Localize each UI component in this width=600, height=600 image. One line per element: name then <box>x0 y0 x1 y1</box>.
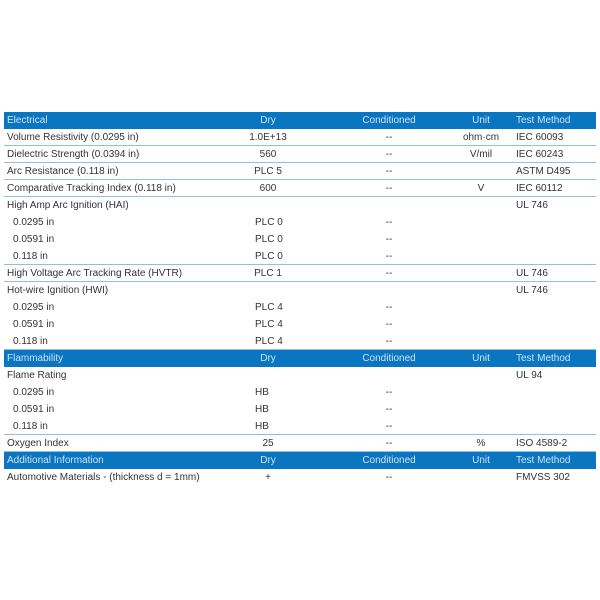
table-subrow <box>4 299 596 316</box>
cell-unit: Unit <box>472 115 490 126</box>
cell-dry: + <box>265 472 271 483</box>
cell-unit: % <box>476 438 486 449</box>
table-subrow <box>4 333 596 350</box>
cell-dry: 1.0E+13 <box>249 132 287 143</box>
cell-conditioned: -- <box>385 234 393 245</box>
cell-property: 0.0591 in <box>13 319 55 330</box>
cell-property: Oxygen Index <box>7 438 69 449</box>
table-row <box>4 265 596 282</box>
cell-unit: V/mil <box>469 149 493 160</box>
cell-conditioned: Conditioned <box>362 455 416 466</box>
cell-property: Arc Resistance (0.118 in) <box>7 166 119 177</box>
properties-table <box>4 112 596 486</box>
cell-property: 0.118 in <box>13 251 48 262</box>
cell-conditioned: -- <box>385 132 393 143</box>
cell-conditioned: -- <box>385 251 393 262</box>
cell-property: 0.118 in <box>13 421 48 432</box>
cell-method: IEC 60243 <box>516 149 564 160</box>
cell-conditioned: Conditioned <box>362 353 416 364</box>
table-row <box>4 435 596 452</box>
table-row <box>4 367 596 384</box>
cell-property: 0.0591 in <box>13 404 55 415</box>
cell-dry: HB <box>255 404 269 415</box>
cell-method: Test Method <box>516 353 571 364</box>
table-subrow <box>4 418 596 435</box>
table-row <box>4 163 596 180</box>
cell-conditioned: -- <box>385 438 393 449</box>
cell-property: Additional Information <box>7 455 104 466</box>
section-header <box>4 112 596 129</box>
cell-property: 0.0295 in <box>13 387 55 398</box>
cell-conditioned: Conditioned <box>362 115 416 126</box>
cell-dry: PLC 0 <box>255 217 283 228</box>
cell-property: Hot-wire Ignition (HWI) <box>7 285 109 296</box>
cell-property: Automotive Materials - (thickness d = 1mm) <box>7 472 200 483</box>
cell-unit: Unit <box>472 353 490 364</box>
cell-dry: PLC 4 <box>255 302 283 313</box>
table-subrow <box>4 316 596 333</box>
cell-property: Flammability <box>7 353 64 364</box>
cell-conditioned: -- <box>385 472 393 483</box>
table-subrow <box>4 231 596 248</box>
cell-dry: PLC 1 <box>254 268 282 279</box>
cell-dry: PLC 0 <box>255 251 283 262</box>
cell-conditioned: -- <box>385 166 393 177</box>
cell-method: Test Method <box>516 115 571 126</box>
cell-dry: PLC 5 <box>254 166 282 177</box>
table-subrow <box>4 214 596 231</box>
cell-dry: 600 <box>259 183 277 194</box>
cell-property: 0.118 in <box>13 336 48 347</box>
cell-conditioned: -- <box>385 319 393 330</box>
table-subrow <box>4 401 596 418</box>
cell-property: 0.0591 in <box>13 234 55 245</box>
cell-property: High Voltage Arc Tracking Rate (HVTR) <box>7 268 183 279</box>
table-row <box>4 129 596 146</box>
cell-conditioned: -- <box>385 404 393 415</box>
cell-dry: HB <box>255 421 269 432</box>
table-row <box>4 282 596 299</box>
table-row <box>4 197 596 214</box>
cell-method: ISO 4589-2 <box>516 438 568 449</box>
table-subrow <box>4 248 596 265</box>
cell-property: Comparative Tracking Index (0.118 in) <box>7 183 176 194</box>
cell-dry: PLC 4 <box>255 336 283 347</box>
table-subrow <box>4 384 596 401</box>
cell-method: IEC 60112 <box>516 183 563 194</box>
cell-dry: 25 <box>262 438 274 449</box>
cell-conditioned: -- <box>385 183 393 194</box>
cell-dry: Dry <box>260 455 276 466</box>
table-row <box>4 180 596 197</box>
section-header <box>4 452 596 469</box>
cell-method: ASTM D495 <box>516 166 571 177</box>
cell-unit: Unit <box>472 455 490 466</box>
cell-property: Flame Rating <box>7 370 67 381</box>
cell-dry: PLC 4 <box>255 319 283 330</box>
cell-conditioned: -- <box>385 302 393 313</box>
section-header <box>4 350 596 367</box>
cell-property: Volume Resistivity (0.0295 in) <box>7 132 139 143</box>
cell-unit: ohm·cm <box>462 132 500 143</box>
cell-property: 0.0295 in <box>13 217 55 228</box>
cell-dry: PLC 0 <box>255 234 283 245</box>
cell-conditioned: -- <box>385 421 393 432</box>
cell-property: Electrical <box>7 115 48 126</box>
cell-unit: V <box>477 183 485 194</box>
cell-method: FMVSS 302 <box>516 472 570 483</box>
cell-conditioned: -- <box>385 268 393 279</box>
cell-conditioned: -- <box>385 336 393 347</box>
cell-conditioned: -- <box>385 149 393 160</box>
cell-method: UL 746 <box>516 285 548 296</box>
cell-method: UL 746 <box>516 200 548 211</box>
cell-conditioned: -- <box>385 387 393 398</box>
cell-dry: HB <box>255 387 269 398</box>
cell-conditioned: -- <box>385 217 393 228</box>
cell-property: 0.0295 in <box>13 302 55 313</box>
cell-method: IEC 60093 <box>516 132 564 143</box>
cell-method: Test Method <box>516 455 571 466</box>
cell-dry: Dry <box>260 115 276 126</box>
table-row <box>4 469 596 486</box>
cell-method: UL 746 <box>516 268 548 279</box>
cell-dry: Dry <box>260 353 276 364</box>
cell-dry: 560 <box>259 149 277 160</box>
cell-method: UL 94 <box>516 370 543 381</box>
cell-property: High Amp Arc Ignition (HAI) <box>7 200 129 211</box>
cell-property: Dielectric Strength (0.0394 in) <box>7 149 140 160</box>
table-row <box>4 146 596 163</box>
